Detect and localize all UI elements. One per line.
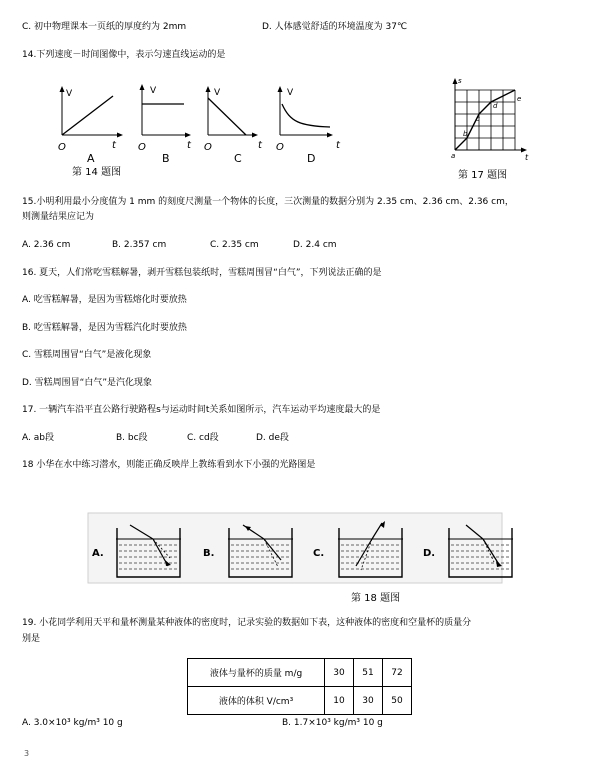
q15-stem-line1: 15.小明利用最小分度值为 1 mm 的刻度尺测量一个物体的长度，三次测量的数据分别为 2.35 cm、2.36 cm、2.36 cm， — [22, 197, 514, 207]
q18-caption: 第 18 题图 — [351, 593, 401, 604]
q14-c-v-label: V — [214, 88, 221, 98]
table-cell: 51 — [354, 659, 383, 687]
q13-option-d: D. 人体感觉舒适的环境温度为 37℃ — [262, 22, 408, 32]
q15-option-c: C. 2.35 cm — [210, 240, 259, 250]
q19-data-table — [187, 658, 412, 715]
q16-option-b: B. 吃雪糕解暑，是因为雪糕汽化时要放热 — [22, 323, 187, 333]
q14-stem: 14.下列速度－时间图像中，表示匀速直线运动的是 — [22, 50, 226, 60]
q14-letter-c: C — [234, 152, 242, 165]
q14-caption: 第 14 题图 — [72, 167, 122, 178]
q15-stem-line2: 则测量结果应记为 — [22, 212, 95, 222]
q18-letter-a: A. — [92, 548, 104, 559]
q15-option-b: B. 2.357 cm — [112, 240, 167, 250]
q18-stem: 18 小华在水中练习潜水，则能正确反映岸上教练看到水下小强的光路图是 — [22, 460, 316, 470]
q14-d-v-label: V — [287, 88, 294, 98]
q19-stem-line1: 19. 小花同学利用天平和量杯测量某种液体的密度时，记录实验的数据如下表，这种液体的密度和空量杯的质量分 — [22, 618, 472, 628]
q14-b-v-label: V — [150, 86, 157, 96]
svg-text:b: b — [463, 130, 468, 138]
q14-a-v-label: V — [66, 89, 73, 99]
q17-stem: 17. 一辆汽车沿平直公路行驶路程s与运动时间t关系如图所示，汽车运动平均速度最大的是 — [22, 405, 381, 415]
svg-text:O: O — [58, 142, 66, 153]
svg-text:t: t — [336, 140, 340, 151]
q19-stem-line2: 别是 — [22, 634, 41, 644]
svg-text:s: s — [458, 77, 462, 85]
q17-option-d: D. de段 — [256, 433, 289, 443]
svg-text:t: t — [258, 140, 262, 151]
row2-label: 液体的体积 V/cm³ — [188, 687, 325, 715]
q16-stem: 16. 夏天，人们常吃雪糕解暑，剥开雪糕包装纸时，雪糕周围冒“白气”，下列说法正确的是 — [22, 268, 382, 278]
svg-text:d: d — [493, 102, 498, 110]
q18-letter-d: D. — [423, 548, 436, 559]
q16-option-a: A. 吃雪糕解暑，是因为雪糕熔化时要放热 — [22, 295, 187, 305]
svg-text:O: O — [138, 142, 146, 153]
table-cell: 50 — [383, 687, 412, 715]
q17-option-b: B. bc段 — [116, 433, 148, 443]
q15-option-d: D. 2.4 cm — [293, 240, 337, 250]
row1-label: 液体与量杯的质量 m/g — [188, 659, 325, 687]
q14-letter-b: B — [162, 152, 170, 165]
q19-option-a: A. 3.0×10³ kg/m³ 10 g — [22, 718, 123, 728]
q18-letter-c: C. — [313, 548, 325, 559]
q17-option-c: C. cd段 — [187, 433, 219, 443]
q15-option-a: A. 2.36 cm — [22, 240, 71, 250]
q14-letter-d: D — [307, 152, 316, 165]
svg-text:t: t — [112, 140, 116, 151]
q16-option-c: C. 雪糕周围冒“白气”是液化现象 — [22, 350, 152, 360]
q13-option-c: C. 初中物理课本一页纸的厚度约为 2mm — [22, 22, 187, 32]
q19-option-b: B. 1.7×10³ kg/m³ 10 g — [282, 718, 383, 728]
table-cell: 10 — [325, 687, 354, 715]
table-cell: 72 — [383, 659, 412, 687]
q17-option-a: A. ab段 — [22, 433, 54, 443]
q18-letter-b: B. — [203, 548, 215, 559]
table-cell: 30 — [354, 687, 383, 715]
page-number: 3 — [24, 749, 30, 758]
svg-text:a: a — [451, 152, 456, 160]
table-row — [188, 687, 412, 715]
svg-text:O: O — [204, 142, 212, 153]
svg-text:e: e — [517, 95, 522, 103]
svg-text:t: t — [525, 153, 529, 162]
table-cell: 30 — [325, 659, 354, 687]
svg-text:c: c — [476, 115, 480, 123]
q17-caption: 第 17 题图 — [458, 170, 508, 181]
q14-letter-a: A — [87, 152, 95, 165]
table-row — [188, 659, 412, 687]
q16-option-d: D. 雪糕周围冒“白气”是汽化现象 — [22, 378, 152, 388]
svg-text:O: O — [276, 142, 284, 153]
svg-text:t: t — [187, 140, 191, 151]
